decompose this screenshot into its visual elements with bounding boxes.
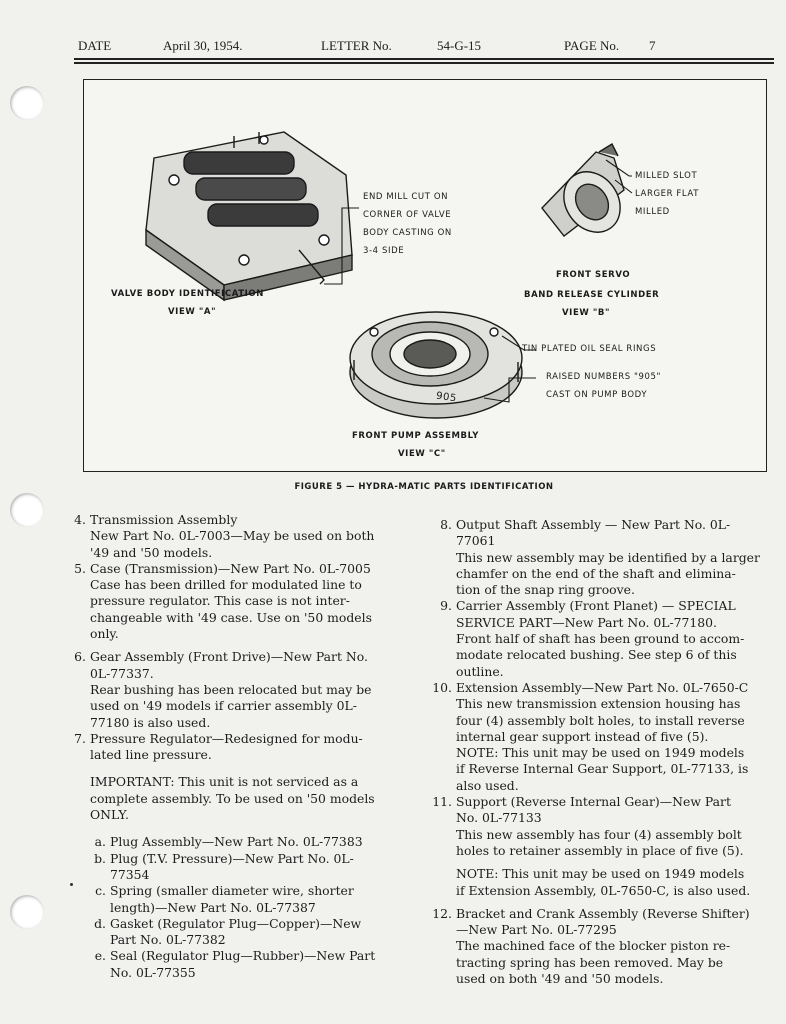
item-text: This new assembly may be identified by a larger [456,549,760,565]
list-item-10 [430,680,756,794]
view-b-title-2: BAND RELEASE CYLINDER [524,290,660,300]
view-a-callout-line-4: 3-4 SIDE [363,246,405,256]
note-text: if Extension Assembly, 0L-7650-C, is also used. [456,882,751,898]
valve-body-drawing [146,132,352,300]
sub-item-text: Seal (Regulator Plug—Rubber)—New Part [110,948,376,964]
note-text: NOTE: This unit may be used on 1949 models [456,866,745,882]
item-text: Rear bushing has been relocated but may be [90,681,372,697]
view-b-callout-line-1: MILLED SLOT [635,171,698,181]
list-item-4 [64,512,394,561]
letter-value: 54-G-15 [437,38,482,53]
view-c-label: VIEW "C" [398,449,446,459]
list-item-12 [430,906,756,987]
item-text: used on '49 models if carrier assembly 0L- [90,698,357,714]
pump-casting-mark: 905 [435,390,458,405]
item-text: Gear Assembly (Front Drive)—New Part No. [90,649,368,665]
item-text: used on both '49 and '50 models. [456,971,664,987]
important-text: complete assembly. To be used on '50 models [90,790,375,806]
item-text: Support (Reverse Internal Gear)—New Part [456,794,731,810]
item-text: Bracket and Crank Assembly (Reverse Shifter) [456,905,750,921]
item-number: 6. [74,649,86,665]
binder-hole-top [10,86,44,120]
important-text: ONLY. [90,807,129,823]
item-text: holes to retainer assembly in place of five (5). [456,842,744,858]
date-label: DATE [78,38,112,53]
list-item-9 [430,598,756,679]
item-text: Transmission Assembly [90,512,238,527]
item-number: 12. [432,905,452,921]
list-item-7 [64,731,394,764]
view-a-callout-line-1: END MILL CUT ON [363,192,449,202]
item-text: Extension Assembly—New Part No. 0L-7650-C [456,679,749,695]
view-c-callout-2-line-1: RAISED NUMBERS "905" [546,372,662,382]
item-number: 9. [440,598,452,614]
item-text: only. [90,626,119,642]
item-text: Output Shaft Assembly — New Part No. 0L- [456,517,731,532]
parts-figure [83,79,767,472]
stray-mark [70,883,73,886]
item-text: changeable with '49 case. Use on '50 models [90,609,372,625]
item-text: 77061 [456,533,496,549]
view-a-callout-line-3: BODY CASTING ON [363,228,452,238]
front-servo-drawing [542,144,632,243]
letter-header [78,38,772,58]
item-text: outline. [456,663,504,679]
date-value: April 30, 1954. [163,38,243,53]
sub-item-letter: a. [94,834,106,850]
item-number: 4. [74,512,86,527]
binder-hole-middle [10,493,44,527]
letter-label: LETTER No. [321,38,392,53]
list-item-8 [430,517,760,598]
view-b-callout-line-2: LARGER FLAT [635,189,699,199]
sub-item-text: Part No. 0L-77382 [110,932,226,948]
item-text: Case (Transmission)—New Part No. 0L-7005 [90,560,371,576]
item-text: Front half of shaft has been ground to accom- [456,631,745,647]
sub-item-text: 77354 [110,866,150,882]
header-rule-bottom [74,62,774,64]
item-text: New Part No. 0L-7003—May be used on both [90,528,375,544]
sub-item-c [64,883,394,916]
item-text: This new assembly has four (4) assembly bolt [456,826,742,842]
list-item-6 [64,649,394,730]
important-note [64,774,394,823]
item-number: 10. [432,679,452,695]
parts-illustration [84,80,766,471]
item-text: pressure regulator. This case is not inter- [90,593,350,609]
item-text: '49 and '50 models. [90,544,213,560]
item-text: four (4) assembly bolt holes, to install reverse [456,712,745,728]
item-text: 0L-77337. [90,665,154,681]
item-number: 8. [440,517,452,532]
binder-hole-bottom [10,895,44,929]
item-text: The machined face of the blocker piston re- [456,938,731,954]
front-pump-drawing [350,312,522,418]
sub-item-b [64,851,394,884]
view-a-title: VALVE BODY IDENTIFICATION [111,289,264,299]
sub-item-a [64,834,394,850]
item-text: modate relocated bushing. See step 6 of this [456,647,737,663]
item-text: internal gear support instead of five (5). [456,728,709,744]
item-text: tion of the snap ring groove. [456,582,635,598]
item-text: also used. [456,777,519,793]
view-b-title-1: FRONT SERVO [556,270,631,280]
item-text: chamfer on the end of the shaft and elimina- [456,565,736,581]
view-b-callout-line-3: MILLED [635,207,670,217]
sub-item-text: No. 0L-77355 [110,964,196,980]
figure-caption: FIGURE 5 — HYDRA-MATIC PARTS IDENTIFICATION [294,482,554,492]
sub-item-letter: b. [94,850,106,866]
left-column [64,512,394,981]
sub-item-text: Gasket (Regulator Plug—Copper)—New [110,915,362,931]
item-text: Pressure Regulator—Redesigned for modu- [90,730,363,746]
view-c-callout-1: TIN PLATED OIL SEAL RINGS [522,344,657,354]
sub-item-letter: e. [94,948,106,964]
sub-item-letter: d. [94,915,106,931]
page-label: PAGE No. [564,38,620,53]
list-item-5 [64,561,394,642]
item-text: if Reverse Internal Gear Support, 0L-77133, is [456,761,749,777]
view-c-callout-2-line-2: CAST ON PUMP BODY [546,390,648,400]
view-a-callout-line-2: CORNER OF VALVE [363,210,452,220]
view-c-title: FRONT PUMP ASSEMBLY [352,431,480,441]
sub-item-text: Spring (smaller diameter wire, shorter [110,883,354,899]
sub-item-letter: c. [95,883,106,899]
sub-item-e [64,948,394,981]
item-number: 11. [432,794,452,810]
item-text: This new transmission extension housing has [456,696,741,712]
item-number: 5. [74,560,86,576]
sub-item-text: Plug (T.V. Pressure)—New Part No. 0L- [110,850,354,866]
item-text: NOTE: This unit may be used on 1949 models [456,745,745,761]
item-text: Carrier Assembly (Front Planet) — SPECIAL [456,598,736,614]
sub-item-text: Plug Assembly—New Part No. 0L-77383 [110,834,363,850]
item-text: 77180 is also used. [90,714,211,730]
header-rule-top [74,58,774,60]
item-text: No. 0L-77133 [456,810,542,826]
view-a-label: VIEW "A" [168,307,217,317]
item-text: Case has been drilled for modulated line to [90,577,362,593]
sub-item-text: length)—New Part No. 0L-77387 [110,899,316,915]
page-value: 7 [649,38,656,53]
sub-item-d [64,916,394,949]
list-item-11 [430,794,756,899]
right-column [430,517,760,987]
item-text: lated line pressure. [90,747,212,763]
view-b-label: VIEW "B" [562,308,611,318]
item-text: SERVICE PART—New Part No. 0L-77180. [456,614,717,630]
item-text: tracting spring has been removed. May be [456,954,724,970]
important-text: IMPORTANT: This unit is not serviced as a [90,774,359,790]
item-number: 7. [74,730,86,746]
item-text: —New Part No. 0L-77295 [456,922,617,938]
